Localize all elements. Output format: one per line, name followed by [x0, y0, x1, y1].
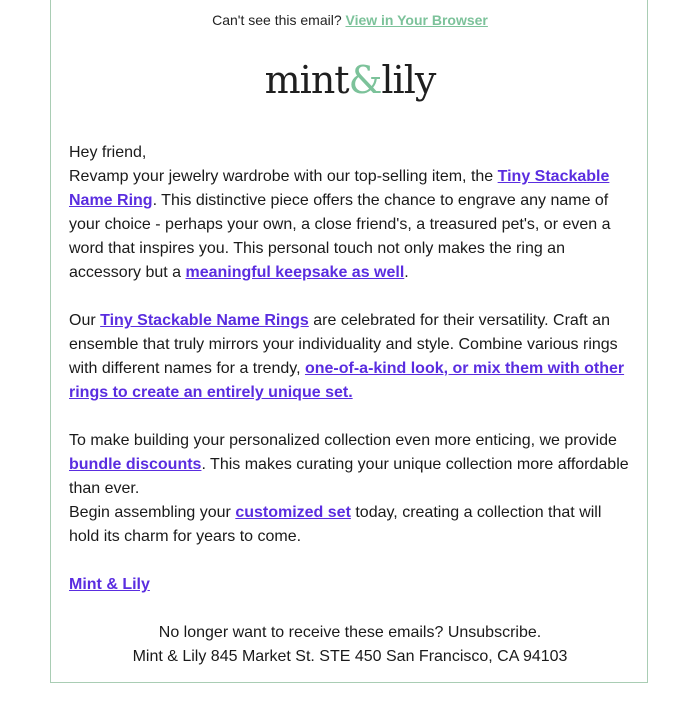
brand-logo[interactable]	[0, 58, 700, 102]
one-of-a-kind-look-link[interactable]: one-of-a-kind look, or mix them with other rings to create an entirely unique set.	[69, 360, 625, 401]
paragraph-1	[69, 165, 634, 285]
p3-text-a: To make building your personalized collection even more enticing, we provide	[69, 432, 617, 449]
email-footer	[0, 621, 700, 669]
paragraph-3	[69, 429, 634, 501]
meaningful-keepsake-link[interactable]: meaningful keepsake as well	[185, 264, 405, 281]
mint-and-lily-signature-link[interactable]: Mint & Lily	[69, 576, 150, 593]
unsubscribe-text[interactable]: No longer want to receive these emails? Unsubscribe.	[158, 624, 542, 641]
tiny-stackable-name-rings-link[interactable]: Tiny Stackable Name Rings	[100, 312, 309, 329]
paragraph-2	[69, 309, 634, 405]
p2-text-a: Our	[69, 312, 101, 329]
view-in-browser-link[interactable]: View in Your Browser	[345, 12, 488, 28]
p4-text-a: Begin assembling your	[69, 504, 236, 521]
view-in-browser-bar	[0, 12, 700, 28]
p1-text-b: . This distinctive piece offers the chance to engrave any name of your choice - perhaps your own, a close friend's, a treasured pet's, or even a word that inspires you. This personal touch not only makes the ring an accessory but a	[69, 192, 611, 281]
bundle-discounts-link[interactable]: bundle discounts	[69, 456, 202, 473]
tiny-stackable-name-ring-link[interactable]: Tiny Stackable Name Ring	[69, 168, 610, 209]
paragraph-4	[69, 501, 634, 549]
logo-text-mint: mint	[264, 58, 349, 102]
cant-see-text: Can't see this email?	[212, 12, 342, 28]
p1-text-a: Revamp your jewelry wardrobe with our top-selling item, the	[69, 168, 498, 185]
greeting: Hey friend,	[69, 144, 147, 161]
company-address: Mint & Lily 845 Market St. STE 450 San Francisco, CA 94103	[132, 648, 568, 665]
customized-set-link[interactable]: customized set	[235, 504, 351, 521]
p1-text-c: .	[404, 264, 409, 281]
p4-text-b: today, creating a collection that will hold its charm for years to come.	[69, 504, 602, 545]
email-body	[69, 141, 634, 597]
signature-line	[69, 573, 634, 597]
logo-text-lily: lily	[381, 58, 436, 102]
p3-text-b: . This makes curating your unique collection more affordable than ever.	[69, 456, 629, 497]
p2-text-b: are celebrated for their versatility. Craft an ensemble that truly mirrors your individuality and style. Combine various rings with different names for a trendy,	[69, 312, 618, 377]
logo-ampersand: &	[348, 58, 382, 102]
